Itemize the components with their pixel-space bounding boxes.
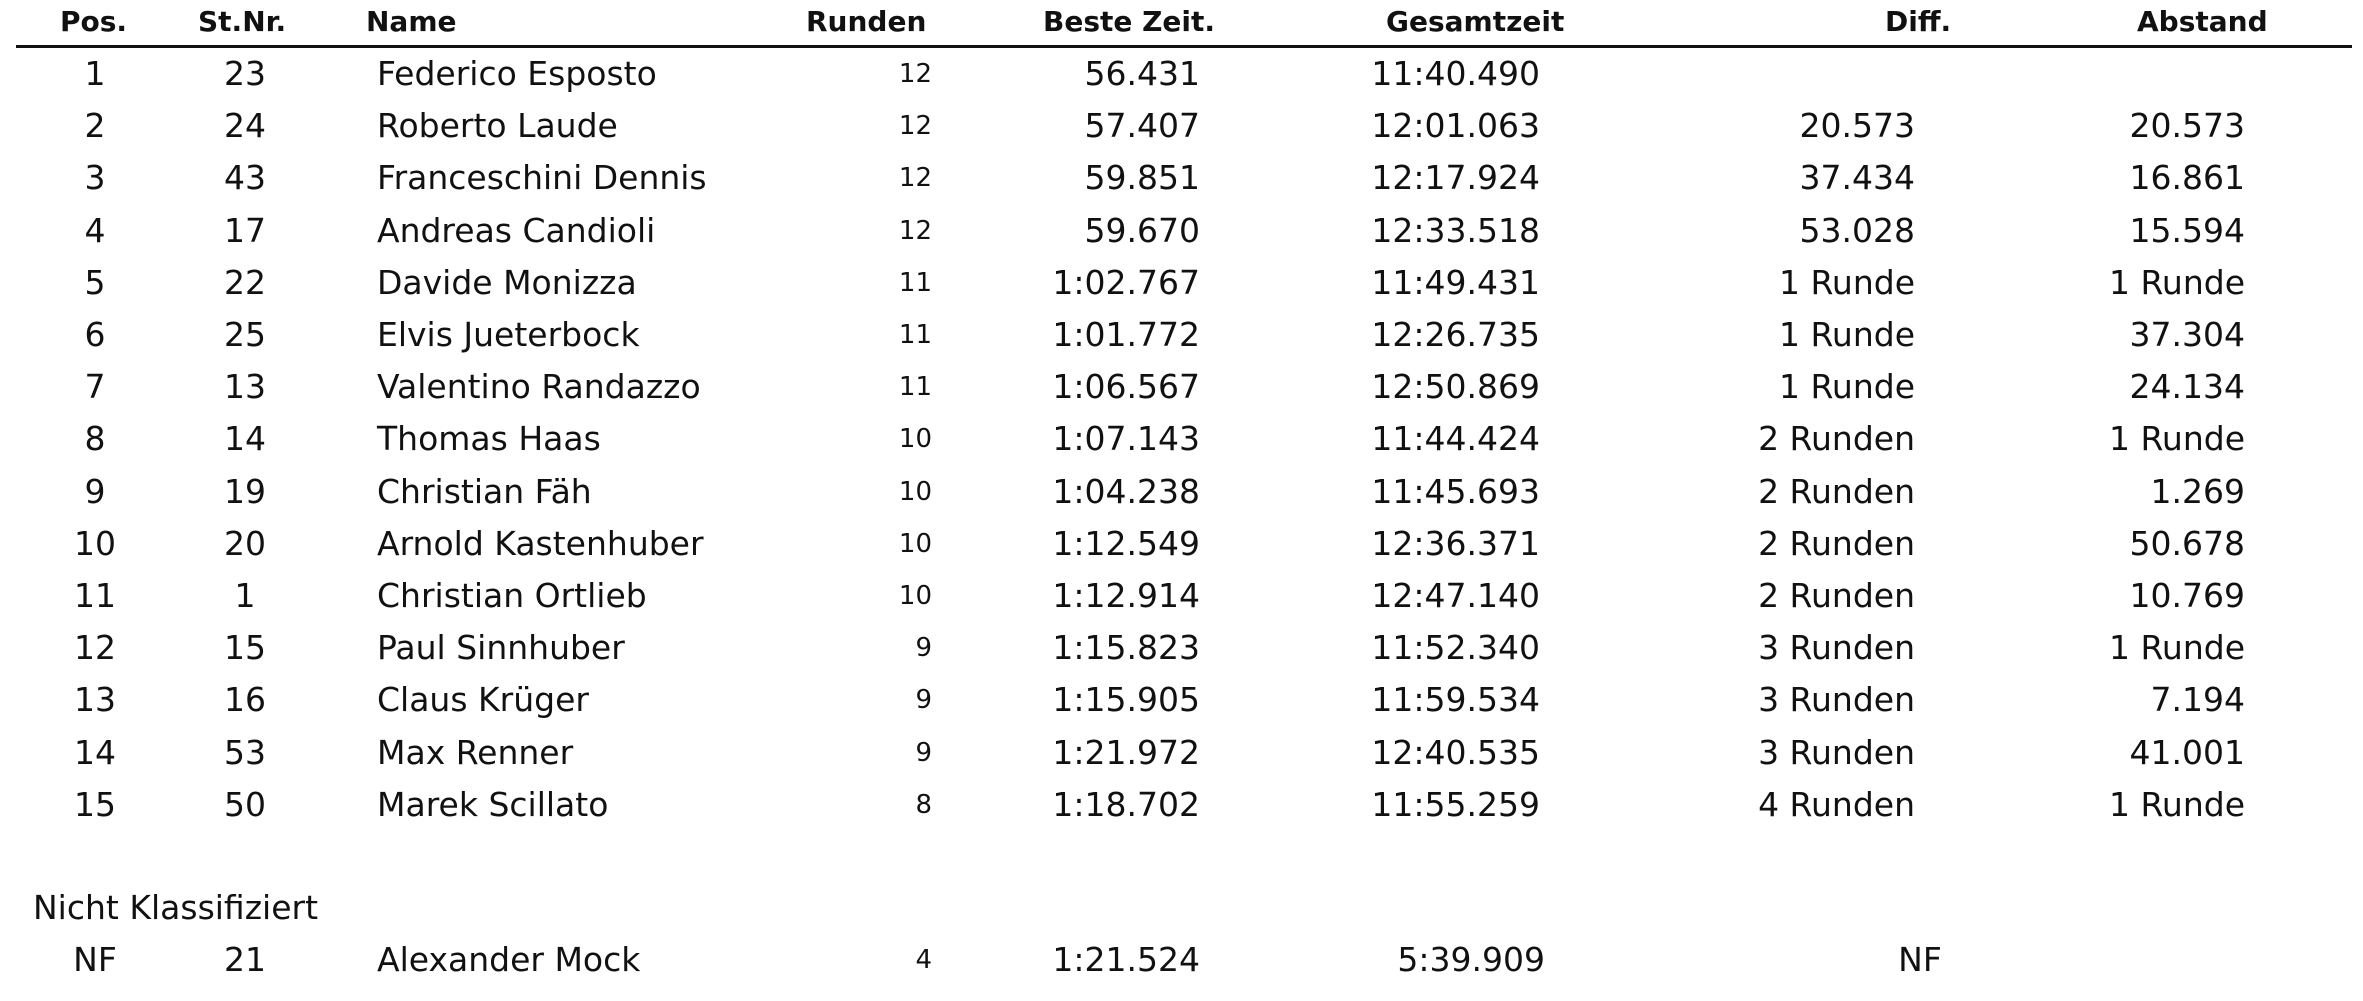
cell-diff: 3 Runden: [1758, 628, 1915, 668]
cell-runden: 12: [898, 215, 932, 246]
cell-name: Franceschini Dennis: [377, 158, 707, 198]
cell-diff: 2 Runden: [1758, 419, 1915, 459]
cell-beste-zeit: 1:15.905: [1052, 680, 1200, 720]
cell-stnr: 1: [234, 576, 256, 615]
cell-stnr: 20: [224, 523, 266, 563]
cell-diff: 53.028: [1799, 210, 1915, 250]
cell-beste-zeit: 1:07.143: [1052, 419, 1200, 459]
cell-diff: 20.573: [1799, 106, 1915, 146]
cell-diff: 37.434: [1799, 158, 1915, 198]
cell-gesamtzeit: 12:01.063: [1371, 106, 1540, 146]
table-row: [0, 779, 2363, 831]
cell-pos: 9: [84, 471, 106, 511]
cell-runden: 9: [915, 737, 932, 768]
cell-diff: 1 Runde: [1778, 262, 1915, 302]
cell-name: Davide Monizza: [377, 262, 637, 302]
cell-pos: 7: [84, 367, 106, 407]
cell-beste-zeit: 56.431: [1084, 54, 1200, 93]
table-row: [0, 934, 2363, 986]
cell-gesamtzeit: 11:55.259: [1371, 784, 1540, 824]
cell-diff: 2 Runden: [1758, 523, 1915, 563]
table-row: [0, 152, 2363, 204]
cell-beste-zeit: 59.851: [1084, 158, 1200, 198]
cell-abstand: 1.269: [2150, 471, 2245, 511]
cell-abstand: 10.769: [2129, 576, 2245, 615]
cell-runden: 4: [915, 945, 932, 975]
cell-stnr: 22: [224, 262, 266, 302]
header-stnr: St.Nr.: [198, 5, 287, 38]
table-row: [0, 674, 2363, 726]
cell-pos: 14: [74, 732, 116, 772]
cell-pos: 10: [74, 523, 116, 563]
cell-name: Valentino Randazzo: [377, 367, 701, 407]
table-row: [0, 622, 2363, 674]
cell-stnr: 50: [224, 784, 266, 824]
cell-gesamtzeit: 12:17.924: [1371, 158, 1540, 198]
cell-beste-zeit: 1:12.549: [1052, 523, 1200, 563]
header-beste-zeit: Beste Zeit.: [1043, 5, 1216, 38]
cell-gesamtzeit: 11:59.534: [1371, 680, 1540, 720]
cell-diff: 4 Runden: [1758, 784, 1915, 824]
table-row: [0, 257, 2363, 309]
cell-beste-zeit: 1:04.238: [1052, 471, 1200, 511]
cell-gesamtzeit: 5:39.909: [1397, 940, 1545, 979]
cell-runden: 11: [898, 320, 932, 350]
cell-stnr: 13: [224, 367, 266, 407]
cell-stnr: 23: [224, 54, 266, 93]
cell-stnr: 16: [224, 680, 266, 720]
cell-gesamtzeit: 11:49.431: [1371, 262, 1540, 302]
cell-name: Christian Ortlieb: [377, 576, 647, 615]
cell-beste-zeit: 1:15.823: [1052, 628, 1200, 668]
header-pos: Pos.: [60, 5, 128, 38]
cell-abstand: 1 Runde: [2108, 419, 2245, 459]
cell-gesamtzeit: 12:40.535: [1371, 732, 1540, 772]
cell-pos: NF: [73, 940, 117, 979]
cell-beste-zeit: 1:01.772: [1052, 315, 1200, 354]
cell-gesamtzeit: 12:26.735: [1371, 315, 1540, 354]
cell-runden: 12: [898, 111, 932, 142]
cell-beste-zeit: 1:12.914: [1052, 576, 1200, 615]
cell-gesamtzeit: 12:36.371: [1371, 523, 1540, 563]
cell-pos: 3: [84, 158, 106, 198]
section-heading-nicht-klassifiziert: Nicht Klassifiziert: [33, 888, 319, 927]
cell-gesamtzeit: 11:40.490: [1371, 54, 1540, 93]
cell-pos: 5: [84, 262, 106, 302]
table-row: [0, 48, 2363, 100]
cell-runden: 12: [898, 59, 932, 89]
cell-diff: 1 Runde: [1778, 315, 1915, 354]
cell-runden: 12: [898, 163, 932, 194]
header-runden: Runden: [806, 5, 927, 38]
table-row: [0, 413, 2363, 465]
cell-gesamtzeit: 11:45.693: [1371, 471, 1540, 511]
cell-name: Andreas Candioli: [377, 210, 656, 250]
cell-name: Marek Scillato: [377, 784, 609, 824]
table-row: [0, 727, 2363, 779]
cell-pos: 2: [84, 106, 106, 146]
cell-diff: 1 Runde: [1778, 367, 1915, 407]
cell-abstand: 50.678: [2129, 523, 2245, 563]
cell-pos: 6: [84, 315, 106, 354]
cell-stnr: 19: [224, 471, 266, 511]
cell-runden: 10: [898, 581, 932, 611]
cell-name: Alexander Mock: [377, 940, 641, 979]
cell-gesamtzeit: 11:44.424: [1371, 419, 1540, 459]
header-name: Name: [366, 5, 457, 38]
cell-pos: 15: [74, 784, 116, 824]
cell-stnr: 17: [224, 210, 266, 250]
cell-gesamtzeit: 12:33.518: [1371, 210, 1540, 250]
cell-runden: 9: [915, 633, 932, 664]
table-row: [0, 100, 2363, 152]
cell-runden: 8: [915, 789, 932, 820]
cell-pos: 12: [74, 628, 116, 668]
cell-name: Paul Sinnhuber: [377, 628, 625, 668]
cell-beste-zeit: 57.407: [1084, 106, 1200, 146]
cell-name: Claus Krüger: [377, 680, 589, 720]
cell-pos: 4: [84, 210, 106, 250]
cell-stnr: 53: [224, 732, 266, 772]
cell-name: Roberto Laude: [377, 106, 618, 146]
cell-abstand: 41.001: [2129, 732, 2245, 772]
cell-runden: 9: [915, 685, 932, 716]
header-diff: Diff.: [1885, 5, 1952, 38]
cell-beste-zeit: 59.670: [1084, 210, 1200, 250]
cell-abstand: 1 Runde: [2108, 784, 2245, 824]
cell-abstand: 7.194: [2150, 680, 2245, 720]
cell-diff: NF: [1898, 940, 1942, 979]
table-row: [0, 361, 2363, 413]
cell-stnr: 15: [224, 628, 266, 668]
cell-gesamtzeit: 12:47.140: [1371, 576, 1540, 615]
cell-gesamtzeit: 11:52.340: [1371, 628, 1540, 668]
header-gesamtzeit: Gesamtzeit: [1386, 5, 1565, 38]
cell-stnr: 21: [224, 940, 266, 979]
cell-pos: 1: [84, 54, 106, 93]
cell-diff: 3 Runden: [1758, 732, 1915, 772]
cell-diff: 2 Runden: [1758, 576, 1915, 615]
cell-beste-zeit: 1:21.972: [1052, 732, 1200, 772]
cell-diff: 3 Runden: [1758, 680, 1915, 720]
cell-runden: 11: [898, 267, 932, 298]
cell-name: Elvis Jueterbock: [377, 315, 640, 354]
cell-runden: 10: [898, 528, 932, 559]
cell-runden: 11: [898, 372, 932, 403]
cell-beste-zeit: 1:18.702: [1052, 784, 1200, 824]
cell-runden: 10: [898, 476, 932, 507]
table-row: [0, 309, 2363, 361]
table-row: [0, 570, 2363, 622]
header-abstand: Abstand: [2137, 5, 2268, 38]
cell-pos: 8: [84, 419, 106, 459]
cell-abstand: 1 Runde: [2108, 262, 2245, 302]
cell-abstand: 20.573: [2129, 106, 2245, 146]
table-row: [0, 205, 2363, 257]
cell-stnr: 14: [224, 419, 266, 459]
table-row: [0, 518, 2363, 570]
cell-name: Federico Esposto: [377, 54, 657, 93]
cell-abstand: 15.594: [2129, 210, 2245, 250]
cell-beste-zeit: 1:06.567: [1052, 367, 1200, 407]
cell-stnr: 25: [224, 315, 266, 354]
cell-abstand: 37.304: [2129, 315, 2245, 354]
cell-abstand: 24.134: [2129, 367, 2245, 407]
cell-abstand: 1 Runde: [2108, 628, 2245, 668]
cell-diff: 2 Runden: [1758, 471, 1915, 511]
cell-name: Max Renner: [377, 732, 574, 772]
cell-stnr: 24: [224, 106, 266, 146]
cell-pos: 13: [74, 680, 116, 720]
cell-abstand: 16.861: [2129, 158, 2245, 198]
cell-name: Thomas Haas: [377, 419, 601, 459]
cell-name: Arnold Kastenhuber: [377, 523, 704, 563]
cell-beste-zeit: 1:02.767: [1052, 262, 1200, 302]
cell-beste-zeit: 1:21.524: [1052, 940, 1200, 979]
table-row: [0, 466, 2363, 518]
cell-gesamtzeit: 12:50.869: [1371, 367, 1540, 407]
cell-pos: 11: [74, 576, 116, 615]
cell-stnr: 43: [224, 158, 266, 198]
cell-runden: 10: [898, 424, 932, 455]
cell-name: Christian Fäh: [377, 471, 592, 511]
